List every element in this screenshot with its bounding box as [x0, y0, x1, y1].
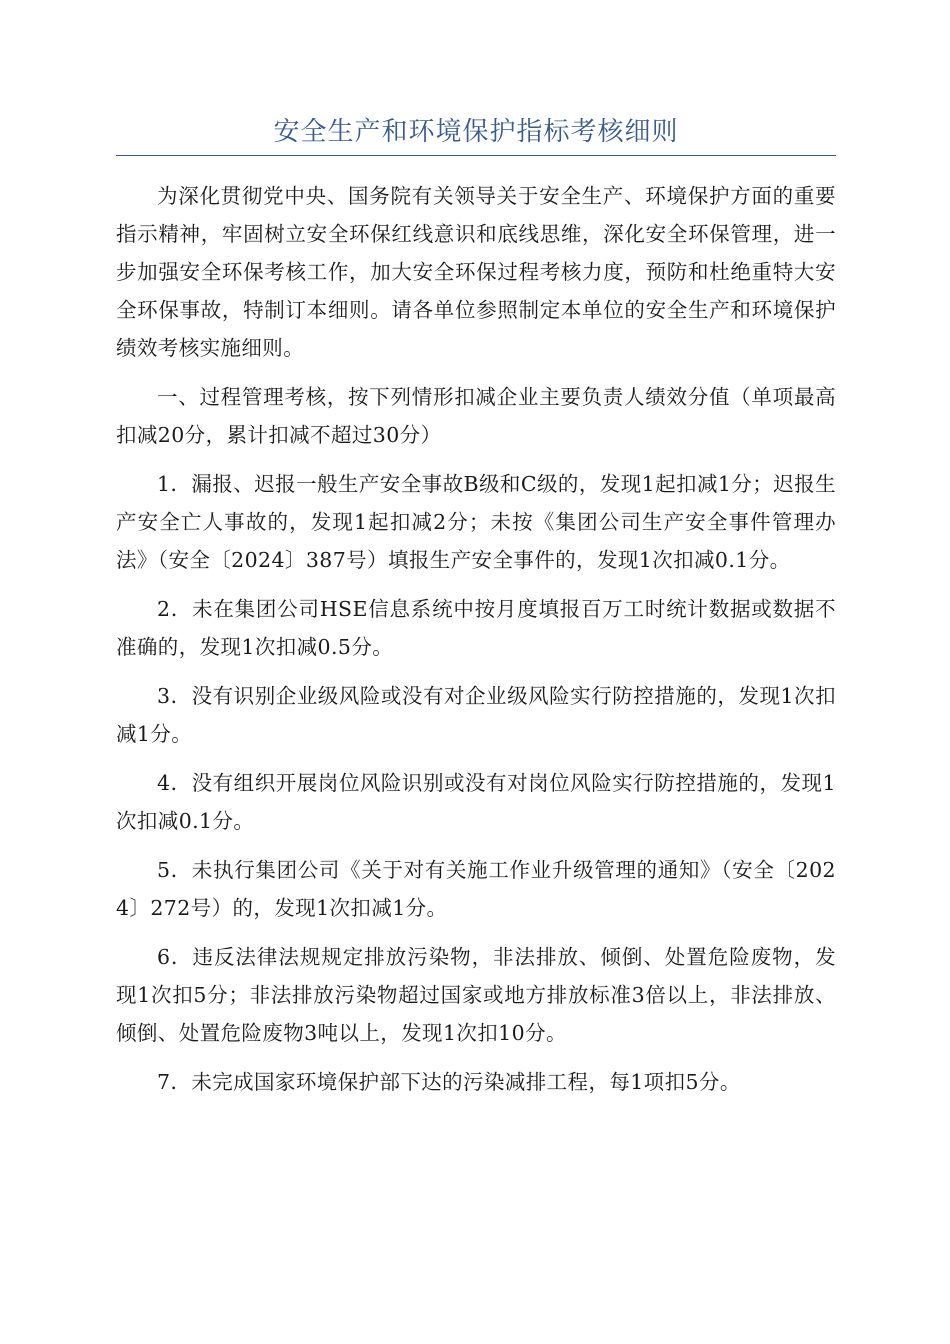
clause-3: 3．没有识别企业级风险或没有对企业级风险实行防控措施的，发现1次扣减1分。 [116, 684, 836, 746]
document-title: 安全生产和环境保护指标考核细则 [116, 112, 836, 156]
clause-2: 2．未在集团公司HSE信息系统中按月度填报百万工时统计数据或数据不准确的，发现1次扣减0.5分。 [116, 597, 836, 659]
clause-6: 6．违反法律法规规定排放污染物，非法排放、倾倒、处置危险废物，发现1次扣5分；非法排放污染物超过国家或地方排放标准3倍以上，非法排放、倾倒、处置危险废物3吨以上，发现1次扣10分。 [116, 945, 836, 1045]
clause-7: 7．未完成国家环境保护部下达的污染减排工程，每1项扣5分。 [157, 1070, 741, 1094]
clause-4: 4．没有组织开展岗位风险识别或没有对岗位风险实行防控措施的，发现1次扣减0.1分。 [116, 771, 836, 833]
clause-5: 5．未执行集团公司《关于对有关施工作业升级管理的通知》（安全〔2024〕272号）的，发现1次扣减1分。 [116, 858, 836, 920]
document-body [116, 177, 836, 1101]
intro-paragraph: 为深化贯彻党中央、国务院有关领导关于安全生产、环境保护方面的重要指示精神，牢固树立安全环保红线意识和底线思维，深化安全环保管理，进一步加强安全环保考核工作，加大安全环保过程考核力度，预防和杜绝重特大安全环保事故，特制订本细则。请各单位参照制定本单位的安全生产和环境保护绩效考核实施细则。 [116, 184, 836, 360]
document-page [116, 112, 836, 1112]
clause-1: 1．漏报、迟报一般生产安全事故B级和C级的，发现1起扣减1分；迟报生产安全亡人事故的，发现1起扣减2分；未按《集团公司生产安全事件管理办法》（安全〔2024〕387号）填报生产安全事件的，发现1次扣减0.1分。 [116, 472, 836, 572]
section-heading-process-management: 一、过程管理考核，按下列情形扣减企业主要负责人绩效分值（单项最高扣减20分，累计扣减不超过30分） [116, 385, 836, 447]
